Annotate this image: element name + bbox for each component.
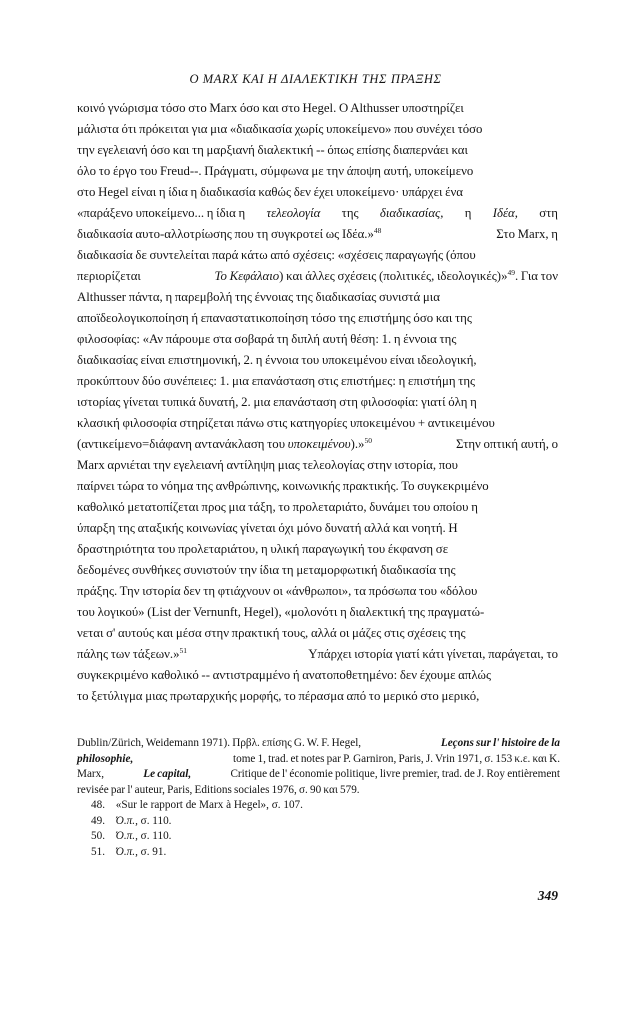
text-line-2: μάλιστα ότι πρόκειται για μια «διαδικασία χωρίς υποκείμενο» που συνέχει τόσο [77,122,483,136]
footnote-ref-51: 51 [179,646,187,655]
text-span [77,437,372,452]
text-span: Dublin/Zürich, Weidemann 1971). Πρβλ. επίσης G. W. F. Hegel, [77,737,362,749]
text-line-14: προκύπτουν δύο συνέπειες: 1. μια επανάσταση στις επιστήμες: η επιστήμη της [77,374,476,388]
italic-span: Το Κεφάλαιο [214,269,280,283]
text-fragment: διαδικασία αυτο-αλλοτρίωσης που τη συγκροτεί ως Ιδέα.» [77,227,374,241]
italic-span: Leçons sur l' histoire de la [440,737,560,749]
text-span: Στην οπτική αυτή, ο [456,437,558,451]
text-span: της [341,206,359,220]
text-span: η [464,206,472,220]
text-span: «παράξενο υποκείμενο... η ίδια η [77,206,246,220]
running-head: Ο MARX ΚΑΙ Η ΔΙΑΛΕΚΤΙΚΗ ΤΗΣ ΠΡΑΞΗΣ [189,72,442,86]
footnote-48 [77,799,560,815]
text-line-25: του λογικού» (List der Vernunft, Hegel), «μολονότι η διαλεκτική της πραγματώ- [77,605,485,619]
text-line-4: όλο το έργο του Freud--. Πράγματι, σύμφωνα με την άποψη αυτή, υποκείμενο [77,164,474,178]
text-fragment: ) και άλλες σχέσεις (πολιτικές, ιδεολογικές)» [279,269,508,283]
footnote-number: 50. [91,830,105,842]
text-fragment: (αντικείμενο=διάφανη αντανάκλαση του [77,437,286,451]
text-line-21: ύπαρξη της αταξικής κοινωνίας γίνεται όχι μόνο δυνατή αλλά και νοητή. Η [77,521,458,535]
text-fragment: ).» [350,437,365,451]
footnote-ref-50: 50 [364,436,372,445]
italic-span: Ιδέα, [492,206,518,220]
text-span: Στο Marx, η [496,227,558,241]
text-line-8: διαδικασία δε συντελείται παρά κάτω από σχέσεις: «σχέσεις παραγωγής (όπου [77,248,476,262]
footnote-50 [77,830,560,846]
footnote-continuation-line-1 [77,737,560,753]
text-span: στη [539,206,558,220]
italic-span: Le capital, [143,768,192,780]
footnote-continuation-line-4: revisée par l' auteur, Paris, Editions sociales 1976, σ. 90 και 579. [77,783,360,796]
text-line-29: το ξετύλιγμα μιας πρωταρχικής μορφής, το πέρασμα από το μερικό στο μερικό, [77,689,480,703]
text-line-3: την εγελειανή όσο και τη μαρξιανή διαλεκτική -- όπως επίσης διαπερνάει και [77,143,468,157]
text-span: tome 1, trad. et notes par P. Garniron, Paris, J. Vrin 1971, σ. 153 κ.ε. και K. [233,752,560,765]
footnote-continuation-line-2 [77,753,560,769]
italic-span: τελεολογία [266,206,321,220]
italic-span: philosophie, [77,752,134,765]
text-line-11: αποϊδεολογικοποίηση ή επαναστατικοποίηση τόσο της επιστήμης όσο και της [77,311,472,325]
body-text [77,101,558,710]
text-line-27 [77,647,558,668]
text-span [77,647,187,662]
text-line-1: κοινό γνώρισμα τόσο στο Marx όσο και στο Hegel. O Althusser υποστηρίζει [77,101,464,115]
footnote-49 [77,815,560,831]
footnote-ref-48: 48 [373,226,382,235]
page-number: 349 [537,888,558,903]
text-line-5: στο Hegel είναι η ίδια η διαδικασία καθώς δεν έχει υποκείμενο· υπάρχει ένα [77,185,463,199]
text-line-22: δραστηριότητα του προλεταριάτου, η υλική παραγωγική του έκφανση σε [77,542,449,556]
text-line-24: πράξης. Την ιστορία δεν τη φτιάχνουν οι «άνθρωποι», τα πρόσωπα του «δόλου [77,584,478,598]
text-line-23: δεδομένες συνθήκες συνιστούν την ίδια τη μεταμορφωτική διαδικασία της [77,563,456,577]
footnotes [77,737,560,861]
footnote-op-cit: Ό.π., [115,814,138,827]
italic-span: υποκειμένου [287,437,351,451]
footnote-number: 48. [91,799,105,811]
text-line-7 [77,227,558,248]
footnote-page: σ. 110. [140,814,172,827]
text-line-6 [77,206,558,227]
footnote-op-cit: Ό.π., [115,845,138,858]
footnote-ref-49: 49 [507,268,515,277]
text-fragment: πάλης των τάξεων.» [77,647,180,661]
text-line-28: συγκεκριμένο καθολικό -- αντιστραμμένο ή ανατοποθετημένο: δεν έχουμε απλώς [77,668,492,682]
italic-span: διαδικασίας, [379,206,444,220]
footnote-page: σ. 91. [140,845,167,858]
text-span: περιορίζεται [77,269,141,283]
footnote-op-cit: Ό.π., [115,830,138,842]
text-line-9 [77,269,558,290]
footnote-continuation-line-3 [77,768,560,784]
text-span: Υπάρχει ιστορία γιατί κάτι γίνεται, παράγεται, το [308,647,558,661]
text-span: Critique de l' économie politique, livre premier, trad. de J. Roy entièrement [230,768,560,780]
footnote-page: σ. 107. [271,799,303,811]
text-line-12: φιλοσοφίας: «Αν πάρουμε στα σοβαρά τη διπλή αυτή θέση: 1. η έννοια της [77,332,457,346]
text-line-19: παίρνει τώρα το νόημα της ανθρώπινης, κοινωνικής πρακτικής. Το συγκεκριμένο [77,479,489,493]
footnote-page: σ. 110. [140,830,172,842]
text-line-16: κλασική φιλοσοφία στηρίζεται πάνω στις κατηγορίες υποκειμένου + αντικειμένου [77,416,495,430]
text-span: Marx, [77,768,105,780]
text-fragment: . Για τον [514,269,558,283]
text-line-15: ιστορίας γίνεται τυπικά δυνατή, 2. μια επανάσταση στη φιλοσοφία: γιατί όλη η [77,395,477,409]
footnote-text: «Sur le rapport de Marx à Hegel», [115,799,269,811]
text-line-13: διαδικασίας είναι επιστημονική, 2. η έννοια του υποκειμένου είναι ιδεολογική, [77,353,477,367]
text-line-10: Althusser πάντα, η παρεμβολή της έννοιας της διαδικασίας συνιστά μια [77,290,440,304]
footnote-number: 51. [91,845,105,858]
text-line-26: νεται σ' αυτούς και μέσα στην πρακτική τους, αλλά οι μάζες στις σχέσεις της [77,626,466,640]
footnote-51 [77,846,560,862]
text-line-17 [77,437,558,458]
text-span [215,269,558,284]
text-line-18: Marx αρνιέται την εγελειανή αντίληψη μιας τελεολογίας στην ιστορία, που [77,458,458,472]
footnote-number: 49. [91,814,105,827]
text-line-20: καθολικό μετατοπίζεται προς μια τάξη, το προλεταριάτο, δυνάμει του οποίου η [77,500,478,514]
text-span [77,227,381,242]
